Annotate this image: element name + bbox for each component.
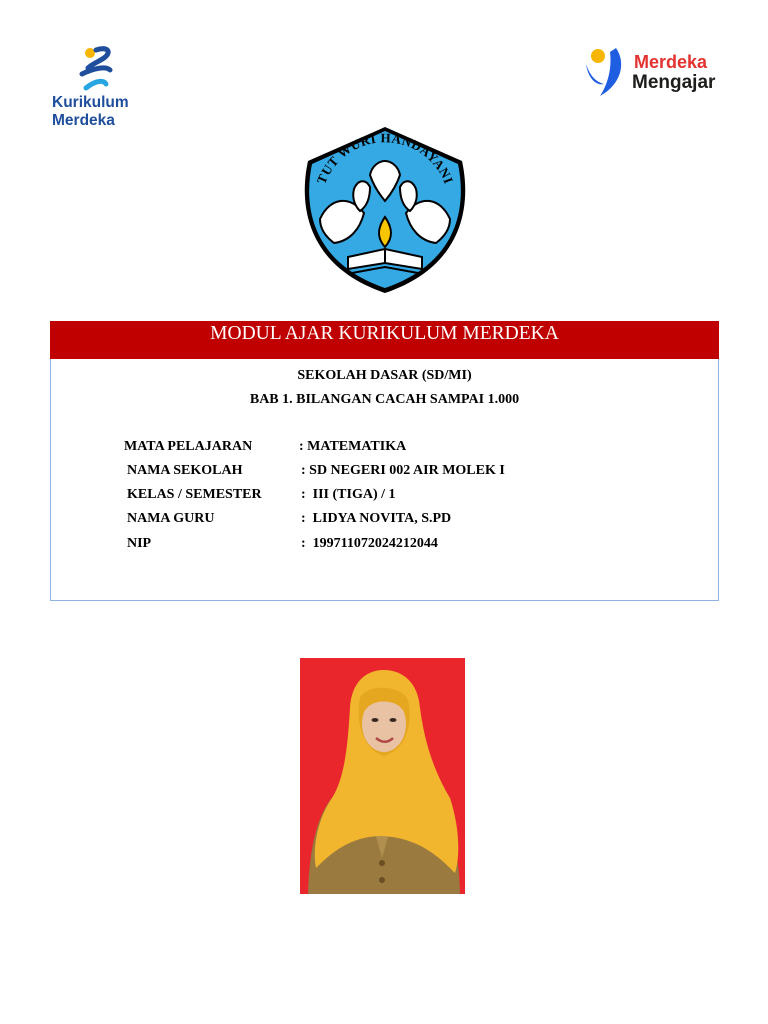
module-info-box	[50, 359, 719, 601]
kurikulum-logo-line1: Kurikulum	[52, 94, 129, 111]
detail-value-subject: : MATEMATIKA	[299, 439, 407, 454]
school-level: SEKOLAH DASAR (SD/MI)	[297, 368, 472, 383]
detail-label-class: KELAS / SEMESTER	[127, 487, 262, 502]
detail-label-teacher: NAMA GURU	[127, 511, 215, 526]
detail-label-subject: MATA PELAJARAN	[124, 439, 253, 454]
kurikulum-logo-line2: Merdeka	[52, 112, 115, 129]
merdeka-mengajar-emblem-icon	[582, 44, 630, 102]
kurikulum-merdeka-logo	[50, 44, 150, 134]
teacher-photo	[300, 658, 465, 894]
kurikulum-merdeka-emblem-icon	[74, 44, 134, 94]
document-title: MODUL AJAR KURIKULUM MERDEKA	[50, 321, 719, 359]
mengajar-logo-line2: Mengajar	[632, 72, 716, 93]
detail-label-nip: NIP	[127, 536, 152, 551]
detail-value-school: : SD NEGERI 002 AIR MOLEK I	[301, 463, 505, 478]
detail-value-class: : III (TIGA) / 1	[301, 487, 396, 502]
detail-value-teacher: : LIDYA NOVITA, S.PD	[301, 511, 452, 526]
mengajar-logo-line1: Merdeka	[634, 52, 708, 72]
emblem-motto: TUT WURI HANDAYANI	[313, 130, 457, 187]
tut-wuri-handayani-emblem	[290, 117, 480, 302]
chapter-title: BAB 1. BILANGAN CACAH SAMPAI 1.000	[249, 392, 520, 407]
detail-value-nip: : 199711072024212044	[301, 536, 438, 551]
merdeka-mengajar-logo	[582, 44, 742, 104]
detail-label-school: NAMA SEKOLAH	[127, 463, 243, 478]
